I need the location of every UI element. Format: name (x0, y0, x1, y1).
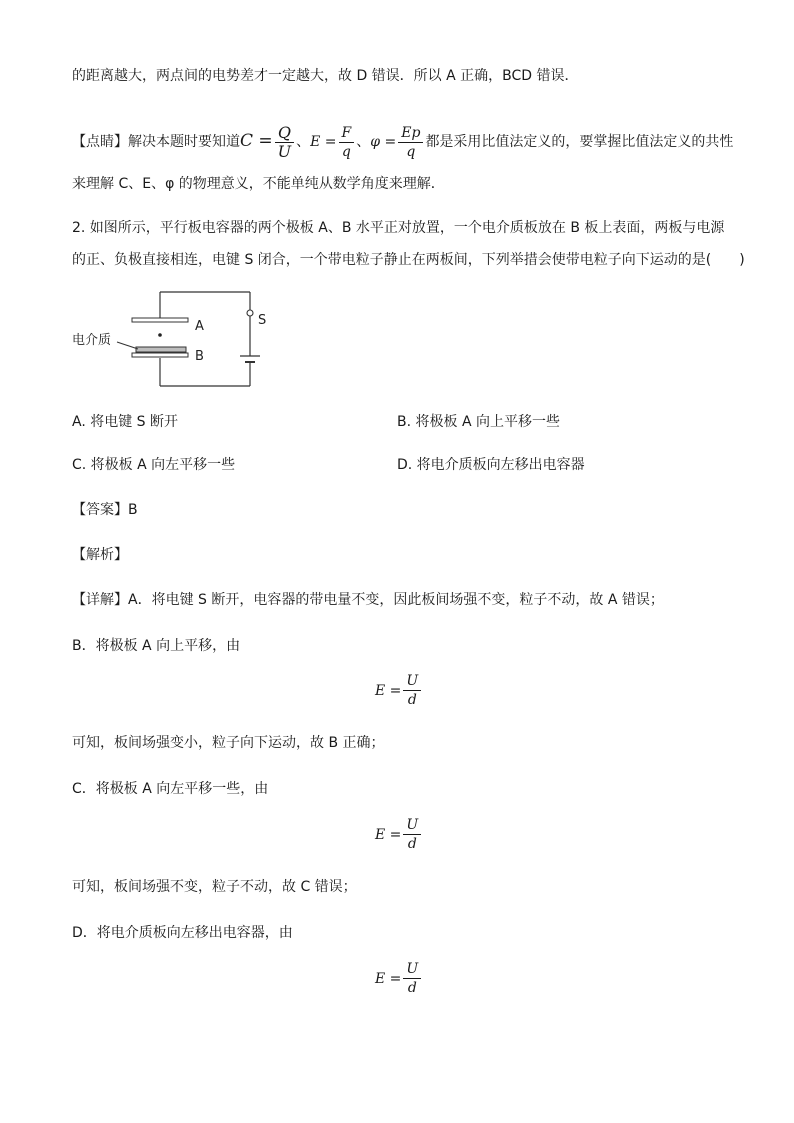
dielectric-label: 电介质 (72, 333, 112, 348)
option-a: A. 将电键 S 断开 (72, 414, 179, 430)
option-b: B. 将极板 A 向上平移一些 (397, 414, 560, 430)
paragraph-understanding: 来理解 C、E、φ 的物理意义，不能单纯从数学角度来理解． (72, 176, 445, 192)
charged-particle (158, 333, 162, 337)
equation-d-lhs: E = (375, 970, 402, 987)
equation-d-numerator: U (403, 960, 421, 979)
equation-b-lhs: E = (375, 682, 402, 699)
switch-contact (247, 310, 253, 316)
equation-c-denominator: d (407, 836, 417, 852)
paragraph-conclusion: 的距离越大，两点间的电势差才一定越大，故 D 错误．所以 A 正确，BCD 错误． (72, 68, 579, 84)
plate-b (132, 353, 188, 357)
plate-a-label: A (195, 319, 204, 334)
detail-a-text: A．将电键 S 断开，电容器的带电量不变，因此板间场强不变，粒子不动，故 A 错误； (128, 592, 664, 608)
equation-b-numerator: U (403, 672, 421, 691)
equation-c-numerator: U (403, 816, 421, 835)
answer-line (72, 500, 138, 520)
option-d: D. 将电介质板向左移出电容器 (397, 457, 585, 473)
equation-c-fraction (403, 816, 421, 853)
equation-d-denominator: d (407, 980, 417, 996)
equation-b (375, 672, 423, 709)
detail-b-line: B．将极板 A 向上平移，由 (72, 638, 241, 654)
plate-b-label: B (195, 349, 204, 364)
circuit-diagram (70, 286, 290, 396)
formula-e-fraction (339, 124, 355, 161)
equation-c (375, 816, 423, 853)
question-line-2: 的正、负极直接相连，电键 S 闭合，一个带电粒子静止在两板间，下列举措会使带电粒子向下运动的是( ) (72, 252, 745, 268)
dianjing-pre-text: 解决本题时要知道 (128, 134, 240, 150)
paragraph-dianjing (72, 120, 733, 163)
equation-b-fraction (403, 672, 421, 709)
dielectric-leader (117, 342, 138, 349)
formula-phi-denominator: q (406, 143, 416, 160)
dianjing-label: 【点睛】 (72, 134, 128, 150)
equation-b-denominator: d (407, 692, 417, 708)
formula-c-lhs: C = (240, 131, 273, 151)
detail-label: 【详解】 (72, 592, 128, 608)
formula-e-lhs: E = (310, 134, 337, 150)
detail-a-line (72, 590, 664, 610)
formula-c-numerator: Q (275, 124, 294, 143)
formula-separator-2: 、 (356, 134, 371, 150)
question-line-1: 2. 如图所示，平行板电容器的两个极板 A、B 水平正对放置，一个电介质板放在 B 板上表面，两板与电源 (72, 220, 725, 236)
equation-d (375, 960, 423, 997)
formula-e-numerator: F (339, 124, 355, 143)
formula-c-denominator: U (277, 141, 292, 161)
formula-phi-lhs: φ = (370, 134, 397, 150)
dielectric-slab (136, 347, 186, 352)
detail-b-conclusion: 可知，板间场强变小，粒子向下运动，故 B 正确； (72, 735, 385, 751)
option-c: C. 将极板 A 向左平移一些 (72, 457, 236, 473)
detail-d-line: D．将电介质板向左移出电容器，由 (72, 925, 293, 941)
formula-c-fraction (275, 124, 294, 161)
formula-separator-1: 、 (296, 134, 311, 150)
answer-label: 【答案】 (72, 502, 128, 518)
switch-label: S (258, 313, 267, 328)
answer-value: B (128, 502, 138, 518)
equation-c-lhs: E = (375, 826, 402, 843)
formula-phi-numerator: Ep (398, 124, 423, 143)
plate-a (132, 318, 188, 322)
detail-c-conclusion: 可知，板间场强不变，粒子不动，故 C 错误； (72, 879, 357, 895)
dianjing-post-text: 都是采用比值法定义的，要掌握比值法定义的共性 (425, 134, 734, 150)
formula-phi-fraction (398, 124, 423, 161)
equation-d-fraction (403, 960, 421, 997)
formula-e-denominator: q (341, 143, 351, 160)
analysis-label: 【解析】 (72, 547, 128, 563)
detail-c-line: C．将极板 A 向左平移一些，由 (72, 781, 269, 797)
